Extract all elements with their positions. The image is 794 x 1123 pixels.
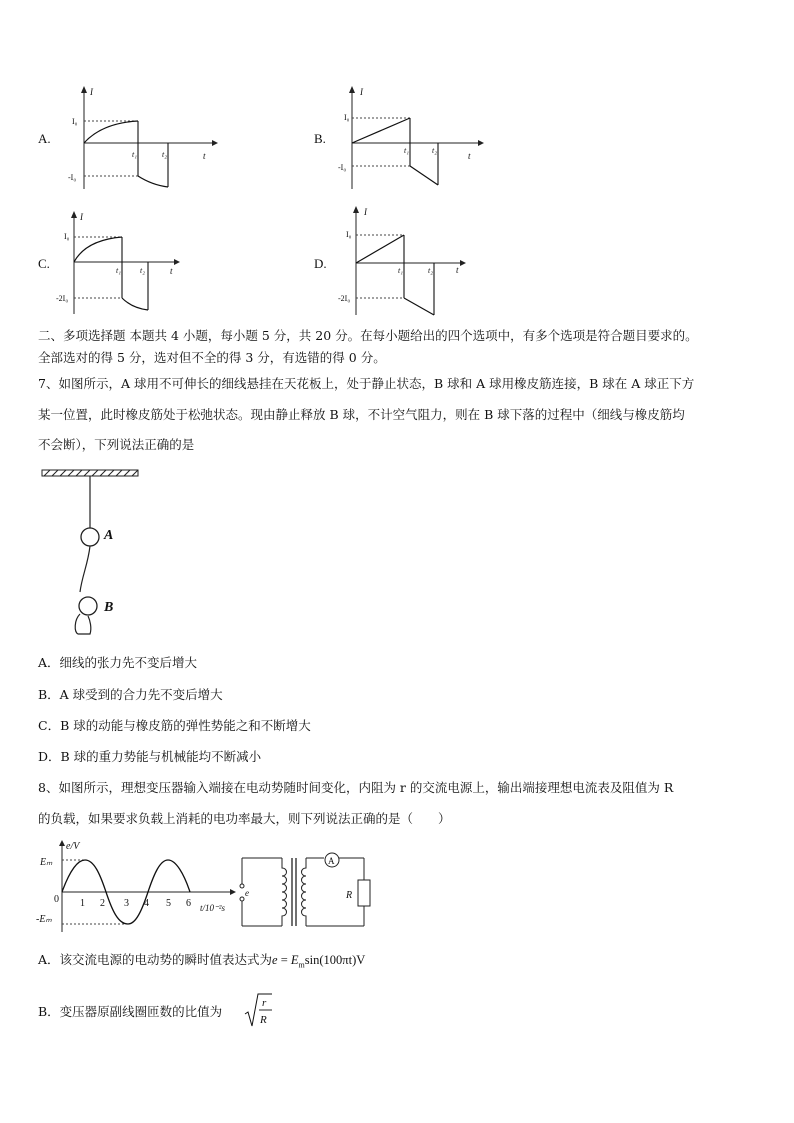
q7-option-d: D．B 球的重力势能与机械能均不断减小 [38,749,262,764]
svg-text:5: 5 [166,898,171,909]
option-c-label: C. [38,256,50,271]
q8-option-a-text: A．该交流电源的电动势的瞬时值表达式为 [38,952,273,967]
q7-stem-line1: 7、如图所示，A 球用不可伸长的细线悬挂在天花板上，处于静止状态，B 球和 A 球用橡皮筋连接，B 球在 A 球正下方 [38,376,695,391]
q8-stem-line2: 的负载，如果要求负载上消耗的电功率最大，则下列说法正确的是（ ） [38,811,451,826]
q8-option-a [38,952,365,974]
svg-text:t₁: t₁ [404,146,410,155]
svg-text:1: 1 [80,898,85,909]
ball-a-label: A [104,528,114,543]
svg-text:t₂: t₂ [140,266,146,275]
svg-text:I: I [364,207,367,217]
svg-text:t₁: t₁ [132,150,138,159]
svg-text:4: 4 [144,898,149,909]
option-b-label: B. [314,131,326,146]
svg-text:I₀: I₀ [72,117,78,126]
q8-option-a-formula: $e = E_m\sin(100\pi t)V$ [272,953,366,970]
svg-text:Eₘ: Eₘ [40,857,53,868]
q8-option-b-text: B．变压器原副线圈匝数的比值为 [38,1004,223,1019]
option-a-label: A. [38,131,51,146]
q7-option-a: A．细线的张力先不变后增大 [38,655,198,670]
svg-text:R: R [260,1014,267,1026]
svg-text:t: t [456,265,459,275]
svg-text:I₀: I₀ [346,230,352,239]
q8-stem-line1: 8、如图所示，理想变压器输入端接在电动势随时间变化，内阻为 r 的交流电源上，输出端接理想电流表及阻值为 R [38,780,674,795]
option-a-graph [68,85,222,190]
option-d-graph [338,205,494,317]
q7-figure [40,464,150,639]
svg-text:t₁: t₁ [398,266,404,275]
q8-option-b-sqrt-fraction [244,992,274,1030]
option-d-label: D. [314,256,327,271]
svg-text:2: 2 [100,898,105,909]
section2-instructions-line1: 二、多项选择题 本题共 4 小题，每小题 5 分，共 20 分。在每小题给出的四个选项中，有多个选项是符合题目要求的。 [38,328,698,343]
svg-text:I₀: I₀ [64,232,70,241]
section2-instructions-line2: 全部选对的得 5 分，选对但不全的得 3 分，有选错的得 0 分。 [38,350,386,365]
svg-text:6: 6 [186,898,191,909]
svg-text:t/10⁻²s: t/10⁻²s [200,903,225,913]
svg-text:I: I [90,87,93,97]
q7-option-c: C．B 球的动能与橡皮筋的弹性势能之和不断增大 [38,718,311,733]
option-c-graph [56,210,212,315]
svg-text:I: I [360,87,363,97]
svg-text:-I₀: -I₀ [338,163,347,172]
svg-text:-I₀: -I₀ [68,173,77,182]
svg-text:t₂: t₂ [162,150,168,159]
svg-text:I: I [80,212,83,222]
ball-b-label: B [104,600,114,615]
svg-text:t₂: t₂ [432,146,438,155]
resistor-label: R [346,890,353,901]
q7-stem-line3: 不会断），下列说法正确的是 [38,437,195,452]
q8-transformer-circuit [234,854,384,930]
svg-text:e/V: e/V [66,841,80,852]
q8-emf-graph [36,840,236,932]
svg-text:-2I₀: -2I₀ [338,294,351,303]
svg-text:0: 0 [54,894,59,905]
option-b-graph [340,85,490,190]
q7-option-b: B．A 球受到的合力先不变后增大 [38,687,223,702]
svg-text:t: t [468,151,471,161]
ammeter-label: A [328,856,335,866]
svg-text:t₂: t₂ [428,266,434,275]
svg-text:-Eₘ: -Eₘ [36,914,52,925]
svg-text:t: t [203,151,206,161]
svg-text:t: t [170,266,173,276]
svg-text:I₀: I₀ [344,113,350,122]
svg-text:r: r [262,997,267,1009]
svg-text:t₁: t₁ [116,266,122,275]
svg-text:3: 3 [124,898,129,909]
source-label: e [245,888,249,898]
q7-stem-line2: 某一位置，此时橡皮筋处于松弛状态。现由静止释放 B 球，不计空气阻力，则在 B 球下落的过程中（细线与橡皮筋均 [38,407,685,422]
svg-text:-2I₀: -2I₀ [56,294,69,303]
